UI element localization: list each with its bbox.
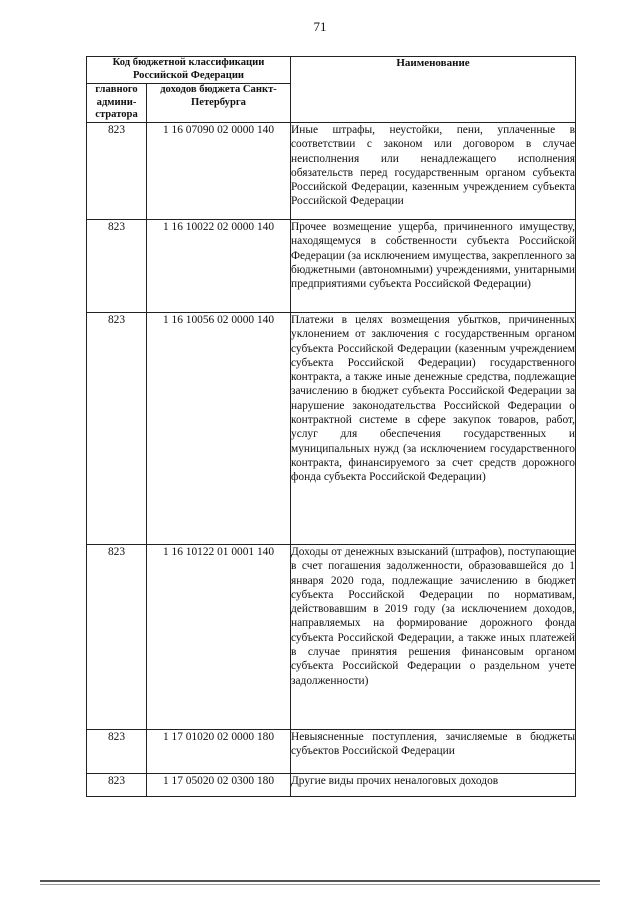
income-code-cell: 1 17 05020 02 0300 180 <box>147 774 291 797</box>
admin-code-cell: 823 <box>87 545 147 730</box>
income-name-cell: Прочее возмещение ущерба, причиненного имуществу, находящемуся в собственности субъекта Российской Федерации (за исключением имущества, закрепленного за бюджетными (автономными) учреждениями, унитарными предприятиями субъекта Российской Федерации) <box>291 220 576 313</box>
header-budget-income: доходов бюджета Санкт-Петербурга <box>147 84 291 123</box>
scan-edge-line <box>40 880 600 882</box>
table-row <box>87 774 576 797</box>
admin-code-cell: 823 <box>87 313 147 545</box>
table-row <box>87 220 576 313</box>
income-name-cell: Доходы от денежных взысканий (штрафов), поступающие в счет погашения задолженности, образовавшейся до 1 января 2020 года, подлежащие зачислению в бюджет субъекта Российской Федерации по нормативам, действовавшим в 2019 году (за исключением доходов, направляемых на формирование дорожного фонда субъекта Российской Федерации, а также иных платежей в случае принятия решения финансовым органом субъекта Российской Федерации о раздельном учете задолженности) <box>291 545 576 730</box>
admin-code-cell: 823 <box>87 123 147 220</box>
admin-code-cell: 823 <box>87 220 147 313</box>
table-row <box>87 123 576 220</box>
income-name-cell: Платежи в целях возмещения убытков, причиненных уклонением от заключения с государственным органом субъекта Российской Федерации (казенным учреждением субъекта Российской Федерации) государственного контракта, а также иные денежные средства, подлежащие зачислению в бюджет субъекта Российской Федерации за нарушение законодательства Российской Федерации о контрактной системе в сфере закупок товаров, работ, услуг для обеспечения государственных и муниципальных нужд (за исключением государственного контракта, финансируемого за счет средств дорожного фонда субъекта Российской Федерации) <box>291 313 576 545</box>
header-chief-administrator: главного админи-стратора <box>87 84 147 123</box>
income-code-cell: 1 16 10022 02 0000 140 <box>147 220 291 313</box>
admin-code-cell: 823 <box>87 774 147 797</box>
admin-code-cell: 823 <box>87 730 147 774</box>
table-row <box>87 545 576 730</box>
income-name-cell: Невыясненные поступления, зачисляемые в бюджеты субъектов Российской Федерации <box>291 730 576 774</box>
income-code-cell: 1 16 07090 02 0000 140 <box>147 123 291 220</box>
page-number: 71 <box>313 19 327 34</box>
table-row <box>87 730 576 774</box>
income-code-cell: 1 16 10056 02 0000 140 <box>147 313 291 545</box>
scan-edge-line <box>40 884 600 885</box>
income-name-cell: Другие виды прочих неналоговых доходов <box>291 774 576 797</box>
income-name-cell: Иные штрафы, неустойки, пени, уплаченные в соответствии с законом или договором в случае неисполнения или ненадлежащего исполнения обязательств перед государственным органом субъекта Российской Федерации, казенным учреждением субъекта Российской Федерации <box>291 123 576 220</box>
header-classification-code: Код бюджетной классификации Российской Федерации <box>87 57 291 84</box>
table-row <box>87 313 576 545</box>
income-code-cell: 1 16 10122 01 0001 140 <box>147 545 291 730</box>
budget-classification-table <box>86 56 576 797</box>
income-code-cell: 1 17 01020 02 0000 180 <box>147 730 291 774</box>
header-name: Наименование <box>291 57 576 123</box>
